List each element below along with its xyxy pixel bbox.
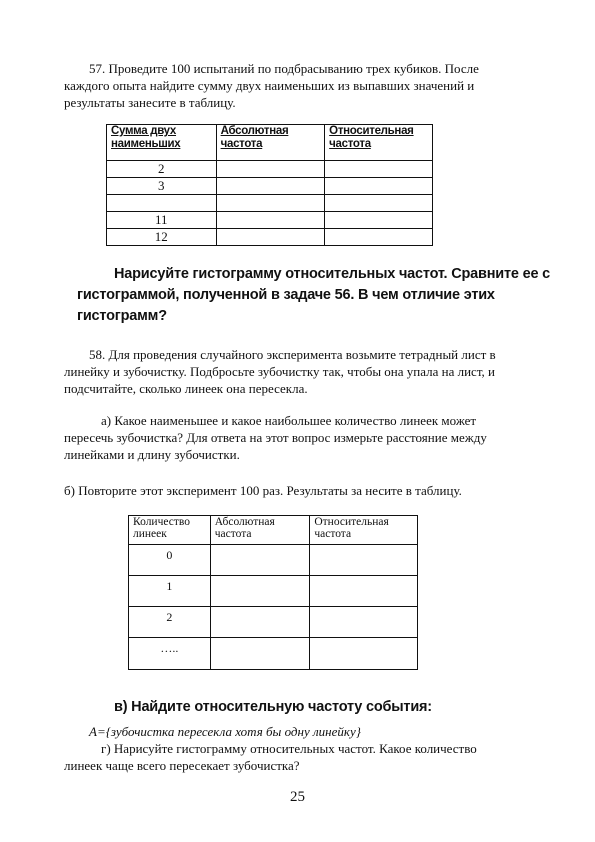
part-b-line1: б) Повторите этот эксперимент 100 раз. Результаты за несите в таблицу.: [64, 483, 462, 498]
page-number: 25: [290, 789, 305, 805]
table-cell[interactable]: [325, 178, 433, 195]
header-relative: Относительная частота: [325, 125, 433, 161]
table-cell[interactable]: [310, 638, 418, 670]
task57-line1: 57. Проведите 100 испытаний по подбрасыванию трех кубиков. После: [89, 61, 479, 76]
task58-line3: подсчитайте, сколько линеек она пересекла.: [64, 381, 308, 396]
part-g-line1: г) Нарисуйте гистограмму относительных частот. Какое количество: [101, 741, 477, 756]
table-cell[interactable]: [325, 229, 433, 246]
instruction-line2: гистограммой, полученной в задаче 56. В чем отличие этих: [77, 287, 495, 303]
instruction-line3: гистограмм?: [77, 308, 167, 324]
part-a-line2: пересечь зубочистка? Для ответа на этот вопрос измерьте расстояние между: [64, 430, 487, 445]
table-cell[interactable]: [210, 607, 310, 638]
table-cell[interactable]: [210, 638, 310, 670]
table-row-value: 1: [129, 576, 211, 607]
table-cell[interactable]: [325, 195, 433, 212]
lines-frequency-table: [128, 515, 418, 670]
part-a-line3: линейками и длину зубочистки.: [64, 447, 240, 462]
instruction-line1: Нарисуйте гистограмму относительных частот. Сравните ее с: [114, 266, 550, 282]
table-row-value: 12: [107, 229, 217, 246]
header-absolute: Абсолютная частота: [216, 125, 325, 161]
header-count: Количество линеек: [129, 516, 211, 545]
table-cell[interactable]: [216, 229, 325, 246]
part-v-line1: в) Найдите относительную частоту события:: [114, 699, 432, 715]
table-row-value: [107, 195, 217, 212]
table-row-value: 11: [107, 212, 217, 229]
table-cell[interactable]: [325, 212, 433, 229]
table-cell[interactable]: [216, 178, 325, 195]
table-row-value: 2: [129, 607, 211, 638]
table-cell[interactable]: [210, 576, 310, 607]
table-row-value: …..: [129, 638, 211, 670]
header-sum: Сумма двух наименьших: [107, 125, 217, 161]
table-row-value: 3: [107, 178, 217, 195]
part-g-line2: линеек чаще всего пересекает зубочистка?: [64, 758, 300, 773]
table-row-value: 0: [129, 545, 211, 576]
table-cell[interactable]: [310, 576, 418, 607]
task58-line2: линейку и зубочистку. Подбросьте зубочистку так, чтобы она упала на лист, и: [64, 364, 495, 379]
table-cell[interactable]: [325, 161, 433, 178]
table-cell[interactable]: [216, 212, 325, 229]
part-v-event: A={зубочистка пересекла хотя бы одну линейку}: [89, 724, 361, 739]
table-cell[interactable]: [216, 195, 325, 212]
table-row-value: 2: [107, 161, 217, 178]
task57-line2: каждого опыта найдите сумму двух наименьших из выпавших значений и: [64, 78, 475, 93]
table-cell[interactable]: [310, 607, 418, 638]
task58-line1: 58. Для проведения случайного эксперимента возьмите тетрадный лист в: [89, 347, 496, 362]
table-cell[interactable]: [216, 161, 325, 178]
table-cell[interactable]: [210, 545, 310, 576]
table-cell[interactable]: [310, 545, 418, 576]
part-a-line1: а) Какое наименьшее и какое наибольшее количество линеек может: [101, 413, 477, 428]
task57-line3: результаты занесите в таблицу.: [64, 95, 236, 110]
sum-frequency-table: [106, 124, 433, 246]
header-relative: Относительная частота: [310, 516, 418, 545]
header-absolute: Абсолютная частота: [210, 516, 310, 545]
